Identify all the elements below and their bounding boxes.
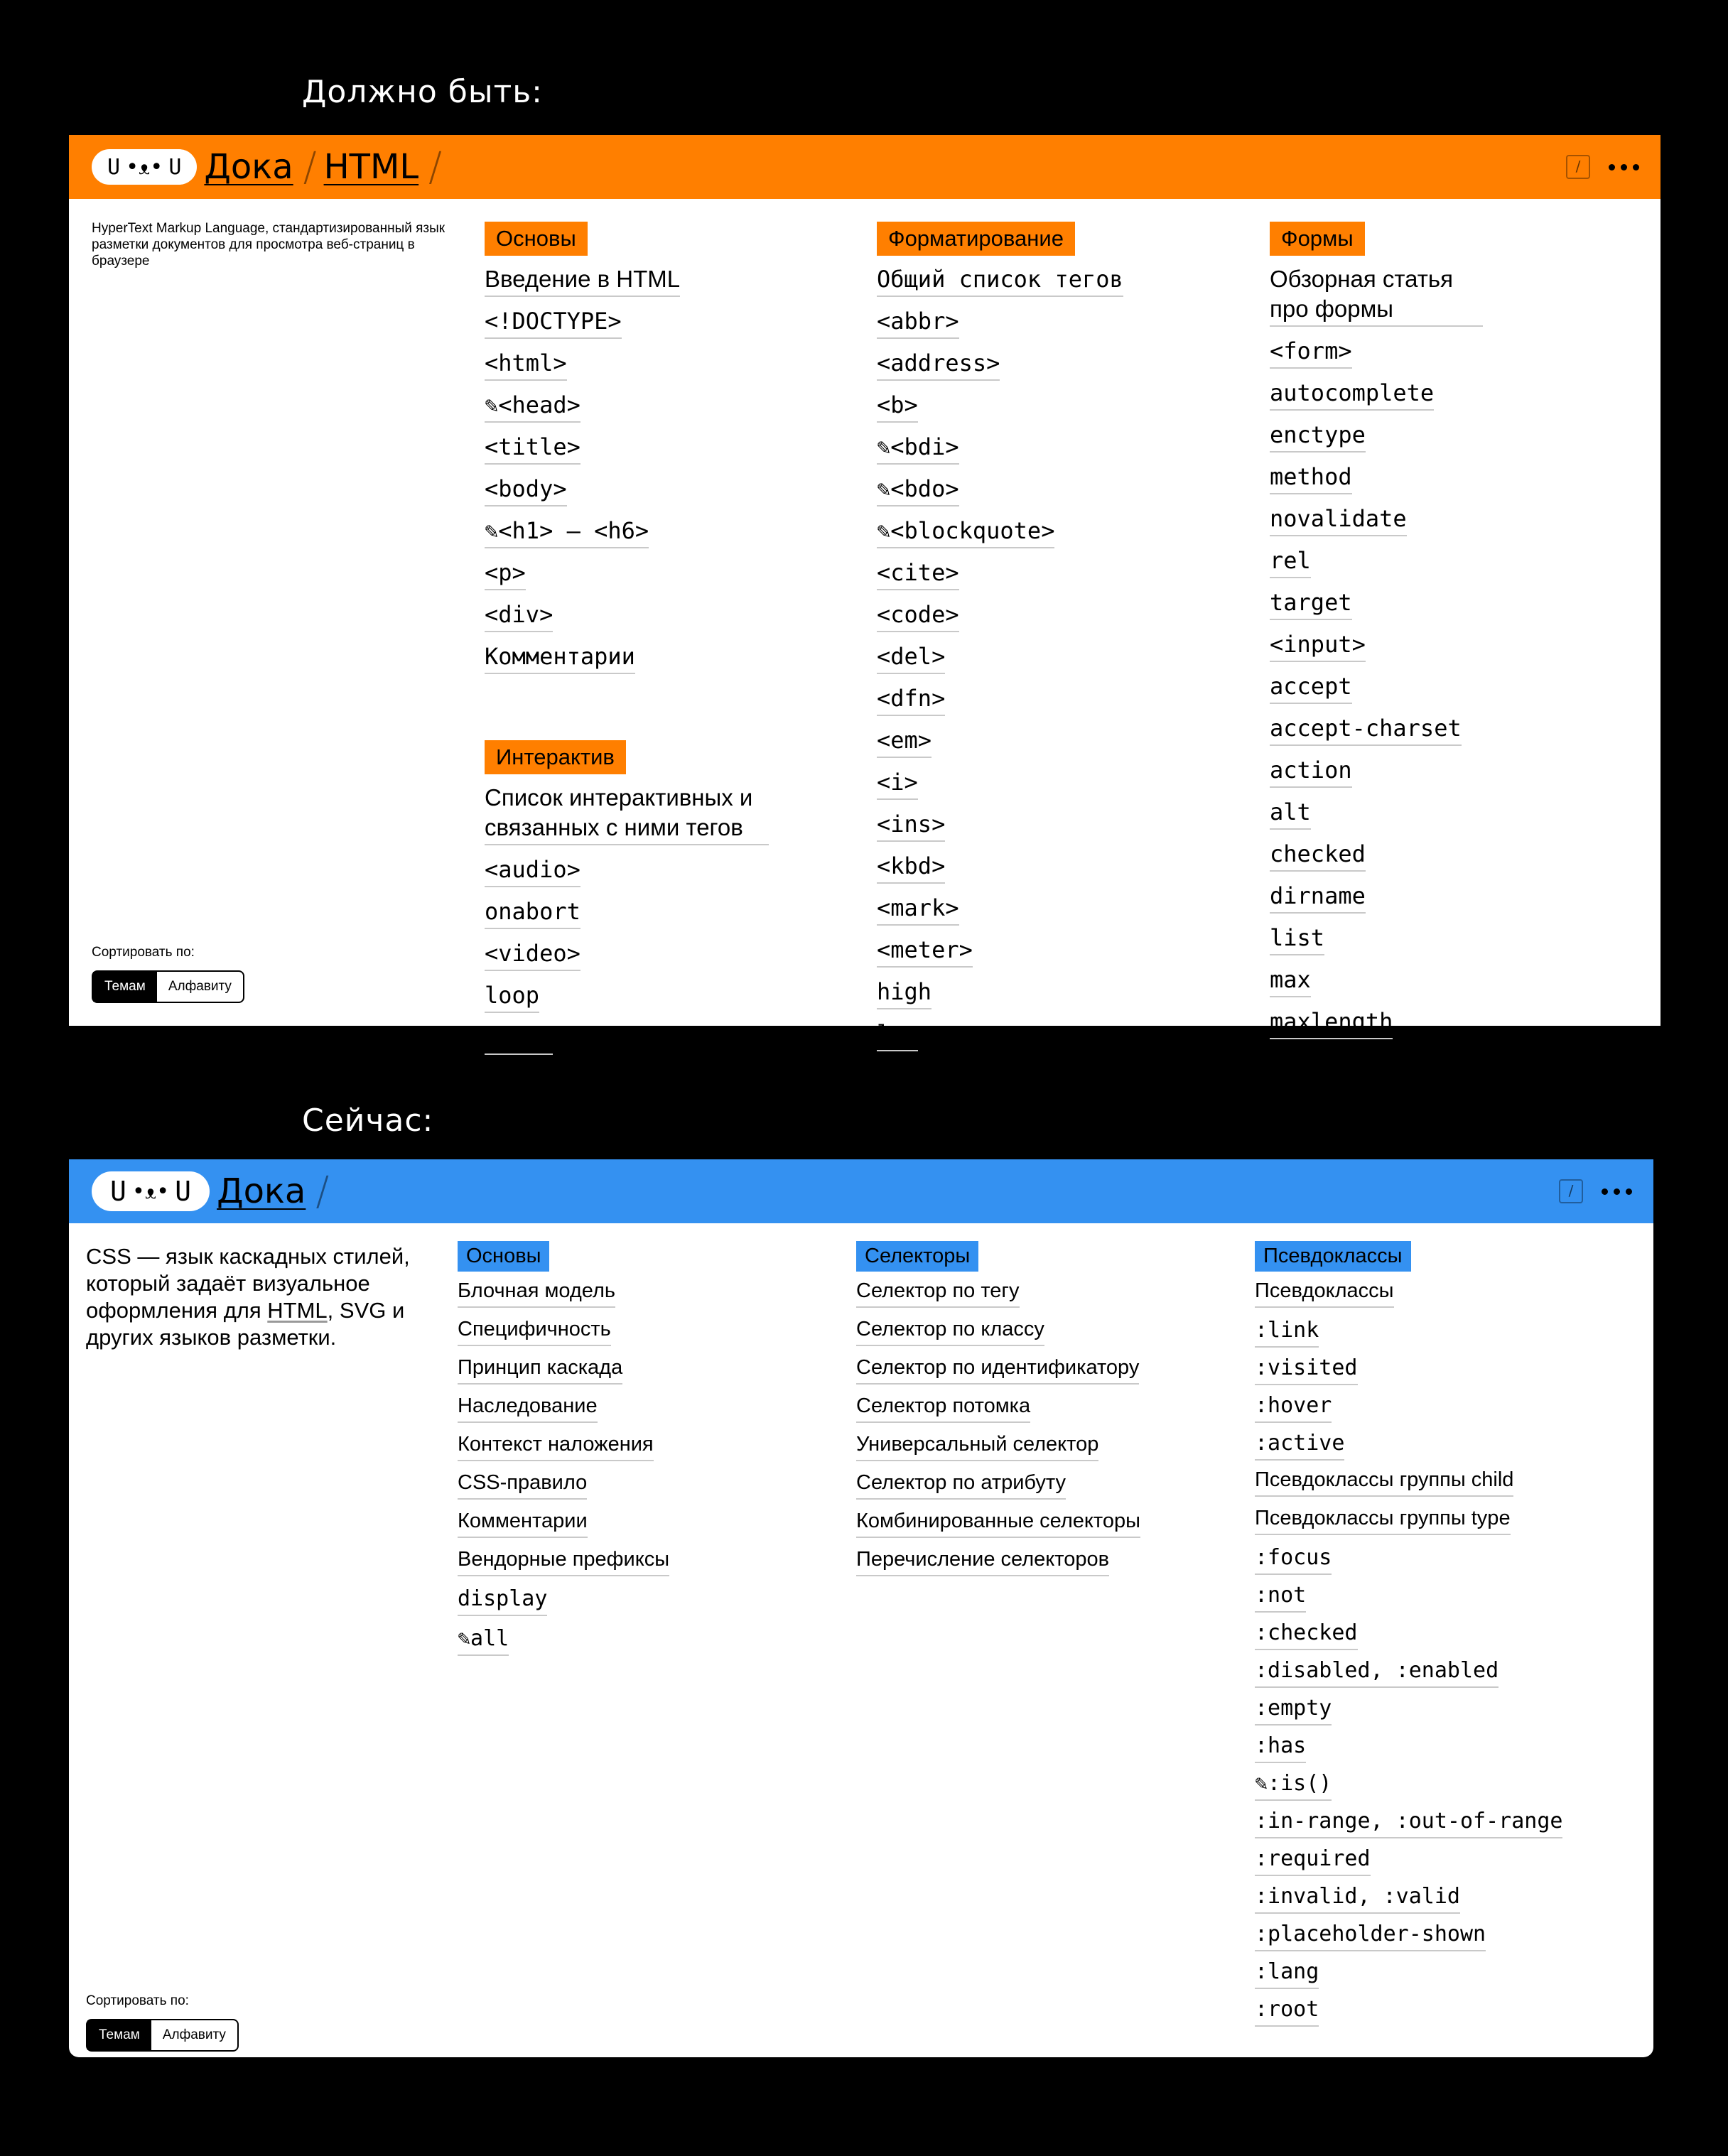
description-text: CSS — язык каскадных стилей, который задаёт визуальное оформления для [86,1244,410,1323]
article-link[interactable]: onabort [485,896,580,929]
sort-by-topic-button[interactable]: Темам [87,2020,151,2050]
article-link[interactable]: :not [1255,1581,1306,1613]
sort-label: Сортировать по: [86,1993,189,2008]
article-link[interactable]: :has [1255,1731,1306,1763]
article-link[interactable]: Блочная модель [458,1277,615,1308]
article-link[interactable]: list [1270,923,1324,955]
article-link[interactable]: :root [1255,1995,1319,2027]
sort-toggle [86,2019,239,2052]
article-link[interactable]: alt [1270,797,1311,830]
article-link[interactable]: :hover [1255,1391,1332,1423]
article-link[interactable]: Комментарии [485,641,635,674]
category-interactive: Интерактив [485,740,626,774]
article-link[interactable]: :invalid, :valid [1255,1882,1460,1914]
search-shortcut-icon[interactable]: / [1559,1179,1583,1203]
article-link[interactable]: Универсальный селектор [856,1431,1098,1461]
site-header [69,1159,1653,1223]
article-link[interactable]: :placeholder-shown [1255,1919,1486,1951]
breadcrumb-html[interactable]: HTML [323,147,419,187]
article-link[interactable]: :disabled, :enabled [1255,1656,1498,1688]
article-link[interactable]: Комбинированные селекторы [856,1507,1140,1538]
column-formatting [877,222,1123,1061]
article-link[interactable]: checked [1270,839,1366,872]
article-link[interactable]: :lang [1255,1957,1319,1989]
article-link[interactable]: <div> [485,600,553,632]
article-link[interactable]: :active [1255,1429,1344,1461]
article-link[interactable]: Селектор по идентификатору [856,1354,1139,1385]
article-link[interactable]: novalidate [1270,504,1407,536]
sort-toggle [92,970,244,1003]
logo-face-icon: •ᴥ• [126,154,163,180]
article-link[interactable]: Обзорная статья про формы [1270,264,1483,327]
sort-label: Сортировать по: [92,945,195,960]
article-link[interactable]: Перечисление селекторов [856,1546,1109,1576]
article-link[interactable]: Контекст наложения [458,1431,654,1461]
sort-control [92,945,244,1003]
breadcrumb-separator: / [315,1168,330,1215]
caption-current: Сейчас: [302,1103,434,1139]
column-basics [458,1241,669,1664]
article-link[interactable]: :required [1255,1844,1371,1876]
article-link[interactable]: <b> [877,390,918,423]
logo-face-icon: •ᴥ• [131,1179,170,1204]
header-actions [1566,135,1639,199]
article-link[interactable]: ✎<bdi> [877,432,959,465]
column-forms [1270,222,1483,1049]
sort-by-alphabet-button[interactable]: Алфавиту [162,2027,226,2042]
article-link[interactable]: :focus [1255,1543,1332,1575]
article-link[interactable]: <p> [485,558,526,590]
sort-by-topic-button[interactable]: Темам [93,972,157,1002]
article-link[interactable]: <kbd> [877,851,945,884]
logo-letter-left: U [107,154,121,180]
more-menu-icon[interactable] [1609,164,1639,170]
logo[interactable] [92,149,197,185]
category-basics: Основы [458,1241,549,1272]
article-link[interactable]: Принцип каскада [458,1354,622,1385]
article-link[interactable]: Селектор по атрибуту [856,1469,1066,1500]
article-link[interactable]: :visited [1255,1353,1358,1385]
section-description [86,1243,420,1351]
article-link[interactable]: <ins> [877,809,945,842]
logo[interactable] [92,1171,210,1211]
logo-letter-right: U [168,154,182,180]
article-link[interactable]: ✎<blockquote> [877,516,1054,548]
section-description: HyperText Markup Language, стандартизированный язык разметки документов для просмотра веб-страниц в браузере [92,221,446,269]
article-link[interactable]: <title> [485,432,580,465]
caption-expected: Должно быть: [302,74,543,110]
article-link[interactable]: Вендорные префиксы [458,1546,669,1576]
category-forms: Формы [1270,222,1365,256]
article-link[interactable]: <abbr> [877,306,959,339]
column-selectors [856,1241,1140,1584]
article-link[interactable]: <mark> [877,893,959,926]
article-link[interactable]: :empty [1255,1694,1332,1726]
html-section-panel [69,135,1660,1051]
article-link[interactable]: maxlength [1270,1007,1393,1039]
article-link[interactable]: autocomplete [1270,378,1434,411]
sort-control [86,1993,239,2052]
logo-letter-left: U [110,1176,126,1207]
article-link[interactable]: max [1270,965,1311,997]
html-link[interactable]: HTML [267,1298,328,1323]
article-link[interactable]: accept [1270,671,1352,704]
article-link[interactable]: <video> [485,938,580,971]
category-formatting: Форматирование [877,222,1075,256]
article-link[interactable]: ✎all [458,1624,509,1656]
article-link[interactable]: :in-range, :out-of-range [1255,1806,1562,1838]
article-link[interactable]: <form> [1270,336,1352,369]
article-link[interactable]: loop [485,980,539,1013]
article-link[interactable]: <input> [1270,629,1366,662]
article-link[interactable]: Специфичность [458,1316,611,1346]
article-link[interactable]: <del> [877,641,945,674]
article-link[interactable]: Селектор по классу [856,1316,1044,1346]
article-link[interactable]: action [1270,755,1352,788]
description-text: , SVG и других языков разметки. [86,1298,405,1350]
article-link[interactable]: Псевдоклассы группы type [1255,1505,1511,1535]
more-menu-icon[interactable] [1602,1188,1632,1195]
article-link[interactable]: method [1270,462,1352,494]
site-header [69,135,1660,199]
category-selectors: Селекторы [856,1241,978,1272]
article-link[interactable]: Селектор потомка [856,1392,1030,1423]
article-link[interactable]: rel [1270,546,1311,578]
article-link[interactable]: CSS-правило [458,1469,587,1500]
article-link[interactable]: <code> [877,600,959,632]
article-link[interactable]: <i> [877,767,918,800]
article-link[interactable]: target [1270,587,1352,620]
article-link[interactable]: Введение в HTML [485,264,680,297]
article-link[interactable]: :checked [1255,1618,1358,1650]
article-link[interactable]: Псевдоклассы группы child [1255,1466,1513,1497]
css-section-panel [69,1159,1653,2057]
article-link[interactable]: dirname [1270,881,1366,914]
sort-by-alphabet-button[interactable]: Алфавиту [168,979,232,994]
article-link[interactable]: Селектор по тегу [856,1277,1020,1308]
article-link[interactable]: Псевдоклассы [1255,1277,1394,1308]
article-link[interactable]: <address> [877,348,1000,381]
article-link[interactable]: Общий список тегов [877,264,1123,297]
article-link[interactable]: <audio> [485,855,580,887]
article-link[interactable]: ✎<h1> – <h6> [485,516,649,548]
article-link[interactable]: muted [485,1022,553,1055]
article-link[interactable]: Список интерактивных и связанных с ними тегов [485,783,769,845]
article-link[interactable]: ✎:is() [1255,1769,1332,1801]
article-link[interactable]: display [458,1584,547,1616]
category-pseudo-classes: Псевдоклассы [1255,1241,1411,1272]
article-link[interactable]: enctype [1270,420,1366,453]
article-link[interactable]: ✎<bdo> [877,474,959,507]
article-link[interactable]: <meter> [877,935,973,968]
article-link[interactable]: <body> [485,474,567,507]
breadcrumb-separator: / [303,143,317,190]
article-link[interactable]: high [877,977,932,1009]
article-link[interactable]: <html> [485,348,567,381]
article-link[interactable]: <cite> [877,558,959,590]
article-link[interactable]: <!DOCTYPE> [485,306,622,339]
article-link[interactable]: <em> [877,725,932,758]
logo-letter-right: U [175,1176,192,1207]
article-link[interactable]: Наследование [458,1392,598,1423]
column-pseudo-classes [1255,1241,1562,2032]
header-actions [1559,1159,1632,1223]
article-link[interactable]: ✎<head> [485,390,580,423]
breadcrumb-separator: / [428,143,443,190]
article-link[interactable]: Комментарии [458,1507,588,1538]
breadcrumb-doka[interactable]: Дока [217,1171,306,1211]
search-shortcut-icon[interactable]: / [1566,155,1590,179]
column-basics [485,222,769,1064]
article-link[interactable]: accept-charset [1270,713,1462,746]
category-basics: Основы [485,222,588,256]
article-link[interactable]: low [877,1019,918,1051]
article-link[interactable]: :link [1255,1316,1319,1348]
breadcrumb-doka[interactable]: Дока [204,147,293,187]
article-link[interactable]: <dfn> [877,683,945,716]
